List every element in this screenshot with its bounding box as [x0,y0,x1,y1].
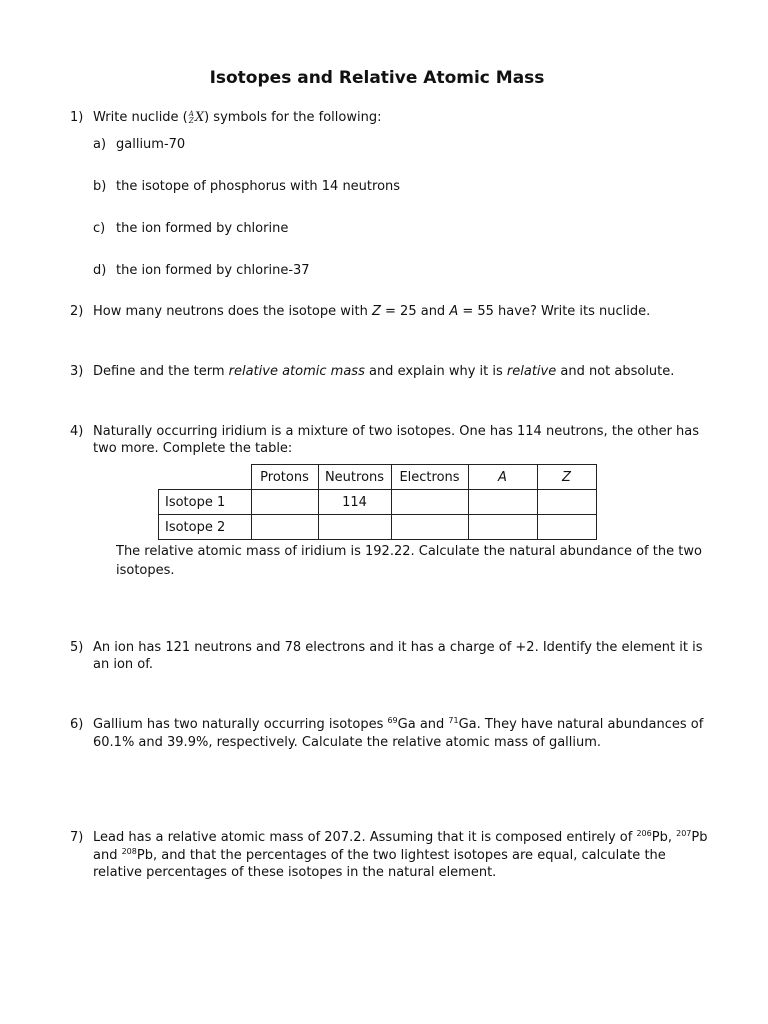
table-header: Z [537,465,596,490]
table-header: Electrons [391,465,468,490]
table-corner [159,465,252,490]
mass-number-superscript: 207 [676,829,692,838]
q6-text-line2: 60.1% and 39.9%, respectively. Calculate the relative atomic mass of gallium. [93,735,602,750]
nuclide-mass-number: A [188,109,194,118]
mass-number-superscript: 71 [448,716,459,725]
q7-text-line2 [93,847,666,864]
table-row-label: Isotope 2 [159,515,252,540]
q1-item-text-c: the ion formed by chlorine [116,221,289,236]
q4-after-line1: The relative atomic mass of iridium is 192.22. Calculate the natural abundance of the two [116,544,702,559]
q3-emphasis: relative atomic mass [228,364,365,379]
q6-number: 6) [70,717,84,732]
nuclide-symbol [189,111,194,125]
q2-text-part: How many neutrons does the isotope with [93,304,372,319]
q1-item-text-a: gallium-70 [116,137,186,152]
q1-text [93,109,381,126]
mass-number-superscript: 69 [387,716,398,725]
q7-text-line3: relative percentages of these isotopes in the natural element. [93,865,497,880]
q4-text-line2: two more. Complete the table: [93,441,293,456]
table-cell[interactable] [468,490,537,515]
q6-text-line1 [93,716,703,733]
q6-text-part: Ga and [397,717,449,732]
mass-number-superscript: 206 [636,829,652,838]
q2-text [93,303,650,320]
table-cell[interactable] [391,515,468,540]
q7-text-part: Lead has a relative atomic mass of 207.2. Assuming that it is composed entirely of [93,830,637,845]
q7-number: 7) [70,830,84,845]
q3-text-part: Define and the term [93,364,229,379]
isotope-table [158,464,597,540]
table-cell[interactable] [318,515,391,540]
table-cell[interactable]: 114 [318,490,391,515]
q1-item-label-a: a) [93,137,107,152]
q5-text-line1: An ion has 121 neutrons and 78 electrons and it has a charge of +2. Identify the element it is [93,640,703,655]
q7-text-part: Pb, [651,830,677,845]
q5-text-line2: an ion of. [93,657,153,672]
table-row-label: Isotope 1 [159,490,252,515]
q2-text-part: = 25 and [380,304,450,319]
page-title: Isotopes and Relative Atomic Mass [209,68,545,88]
q7-text-part: and [93,848,122,863]
table-cell[interactable] [391,490,468,515]
q6-text-part: Gallium has two naturally occurring isotopes [93,717,388,732]
q4-text-line1: Naturally occurring iridium is a mixture of two isotopes. One has 114 neutrons, the other has [93,424,700,439]
q1-item-label-c: c) [93,221,106,236]
q1-item-label-d: d) [93,263,107,278]
nuclide-element-symbol: X [194,110,205,125]
q3-emphasis: relative [506,364,557,379]
q3-text-part: and not absolute. [556,364,675,379]
q1-text-before: Write nuclide ( [93,110,188,125]
q2-text-part: = 55 have? Write its nuclide. [458,304,651,319]
q3-text-part: and explain why it is [364,364,507,379]
q1-number: 1) [70,110,84,125]
table-row [159,515,597,540]
q1-item-text-b: the isotope of phosphorus with 14 neutrons [116,179,401,194]
q7-text-part: Pb, and that the percentages of the two lightest isotopes are equal, calculate the [136,848,666,863]
q3-number: 3) [70,364,84,379]
table-header: A [468,465,537,490]
q5-number: 5) [70,640,84,655]
mass-number-superscript: 208 [121,847,137,856]
q2-number: 2) [70,304,84,319]
q1-item-text-d: the ion formed by chlorine-37 [116,263,310,278]
q2-a-symbol: A [449,304,459,319]
q4-after-line2: isotopes. [116,563,175,578]
q4-number: 4) [70,424,84,439]
q7-text-part: Pb [691,830,708,845]
q7-text-line1 [93,829,707,846]
q3-text [93,363,674,380]
table-cell[interactable] [251,515,318,540]
q1-text-after: ) symbols for the following: [204,110,382,125]
q6-text-part: Ga. They have natural abundances of [458,717,704,732]
q1-item-label-b: b) [93,179,107,194]
table-header-row [159,465,597,490]
table-header: Neutrons [318,465,391,490]
table-cell[interactable] [537,515,596,540]
table-cell[interactable] [251,490,318,515]
table-row [159,490,597,515]
table-header: Protons [251,465,318,490]
q2-z-symbol: Z [371,304,381,319]
nuclide-atomic-number: Z [188,116,194,125]
table-cell[interactable] [537,490,596,515]
table-cell[interactable] [468,515,537,540]
